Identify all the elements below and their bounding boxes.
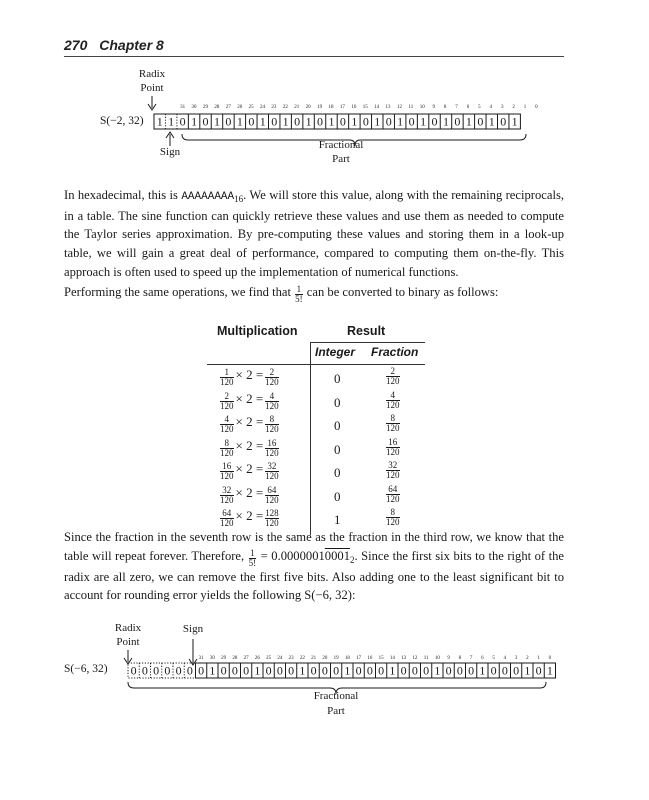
bit-value: 0 — [456, 663, 463, 678]
product-num: 8 — [269, 414, 275, 424]
bit-index: 17 — [356, 656, 362, 661]
dotted-frame — [128, 663, 196, 678]
p1-lead: In hexadecimal, this is — [64, 188, 182, 202]
fraction-den: 120 — [386, 493, 400, 504]
multiplication-cell — [219, 414, 280, 434]
p2-rest: can be converted to binary as follows: — [303, 285, 499, 299]
product — [265, 392, 279, 411]
product-num: 128 — [265, 508, 279, 518]
multiplication-cell — [219, 391, 280, 411]
sign-arrow — [166, 132, 174, 146]
fraction-num: 8 — [390, 507, 395, 517]
bit-index: 0 — [535, 105, 538, 110]
product-num: 16 — [267, 437, 277, 448]
bit-value: 1 — [282, 114, 289, 129]
format-label: S(−6, 32) — [64, 663, 108, 675]
operand-den: 120 — [220, 518, 234, 528]
p3-frac-num: 1 — [250, 547, 255, 558]
table-row — [207, 414, 425, 438]
fraction — [386, 461, 400, 480]
bit-index: 18 — [328, 105, 334, 110]
bit-index: 25 — [248, 105, 254, 110]
operand-num: 32 — [222, 484, 232, 495]
integer-cell: 0 — [334, 394, 341, 410]
fractional-label-line2: Part — [332, 153, 350, 165]
bit-index: 8 — [443, 105, 447, 110]
operand — [220, 486, 234, 505]
operand-den: 120 — [220, 400, 234, 411]
bit-value: 0 — [408, 114, 415, 129]
product-num: 32 — [267, 461, 277, 471]
bit-index: 9 — [432, 105, 435, 110]
operand — [220, 462, 234, 481]
p3-part1: Since the fraction in the seventh row is the same as the fraction in the third row, we know that the table will repeat forever. Therefore, — [64, 530, 564, 563]
product-den: 120 — [265, 447, 279, 458]
bit-value: 0 — [355, 663, 362, 678]
bit-value: 1 — [546, 663, 553, 678]
bit-index: 13 — [385, 105, 391, 110]
bit-index: 28 — [232, 656, 238, 661]
bit-value: 0 — [175, 663, 182, 678]
fraction — [386, 508, 400, 527]
bit-index: 22 — [282, 105, 288, 110]
multiplication-cell — [219, 461, 280, 481]
bit-value: 0 — [333, 663, 340, 678]
fraction-den: 120 — [386, 423, 400, 433]
bit-value: 1 — [236, 114, 243, 129]
bit-index: 29 — [221, 656, 227, 661]
bit-value: 1 — [213, 114, 220, 129]
bit-value: 0 — [198, 663, 205, 678]
integer-cell: 0 — [334, 488, 341, 504]
bit-value: 0 — [220, 663, 227, 678]
p2-frac-num: 1 — [296, 284, 302, 294]
bit-index: 3 — [500, 105, 504, 110]
bit-value: 0 — [202, 114, 209, 129]
bit-value: 0 — [243, 663, 250, 678]
times-two: × 2 = — [235, 461, 264, 476]
fraction-cell — [385, 438, 401, 457]
bit-value: 1 — [299, 663, 306, 678]
bit-index: 2 — [512, 105, 515, 110]
bit-value: 0 — [288, 663, 295, 678]
bit-index: 9 — [447, 656, 450, 661]
operand-num: 64 — [222, 508, 232, 518]
product-den: 120 — [265, 377, 279, 387]
bit-value: 0 — [179, 114, 186, 129]
product-num: 2 — [269, 367, 275, 377]
fraction-den: 120 — [386, 470, 400, 480]
operand-den: 120 — [220, 424, 234, 434]
product-den: 120 — [265, 471, 279, 481]
operand-den: 120 — [220, 471, 234, 481]
fraction-den: 120 — [386, 399, 400, 410]
bit-index: 11 — [423, 656, 429, 661]
bit-value: 1 — [168, 114, 175, 129]
bit-index: 16 — [367, 656, 373, 661]
operand-den: 120 — [220, 494, 234, 505]
bit-index: 14 — [374, 105, 380, 110]
bit-value: 1 — [434, 663, 441, 678]
bit-value: 0 — [231, 663, 238, 678]
bit-index: 22 — [299, 656, 305, 661]
times-two: × 2 = — [235, 484, 264, 500]
bit-cells — [154, 114, 520, 129]
p2-fraction — [295, 285, 303, 304]
bit-value: 0 — [468, 663, 475, 678]
bit-value: 0 — [276, 663, 283, 678]
operand — [220, 392, 234, 411]
bit-index: 26 — [237, 105, 243, 110]
table-result-rule — [310, 342, 425, 343]
fraction — [386, 414, 400, 433]
fraction-num: 64 — [388, 483, 398, 494]
radix-label-line2: Point — [140, 82, 164, 94]
bit-index: 10 — [434, 656, 440, 661]
bit-index: 26 — [254, 656, 260, 661]
product-den: 120 — [265, 424, 279, 434]
product-num: 4 — [269, 390, 275, 401]
fractional-label-line1: Fractional — [318, 139, 364, 151]
integer-cell: 0 — [334, 441, 341, 457]
bit-value: 0 — [490, 663, 497, 678]
bit-index: 27 — [243, 656, 249, 661]
bit-index: 24 — [277, 656, 283, 661]
bit-value: 1 — [524, 663, 531, 678]
bit-index: 10 — [419, 105, 425, 110]
paragraph-since — [64, 528, 564, 605]
radix-label-line1: Radix — [138, 68, 166, 80]
fraction-cell — [385, 461, 401, 480]
product — [265, 462, 279, 481]
fraction-den: 120 — [386, 446, 400, 457]
bit-value: 1 — [254, 663, 261, 678]
fractional-label-line2: Part — [327, 705, 345, 717]
bit-value: 0 — [248, 114, 255, 129]
bit-index: 31 — [198, 656, 204, 661]
bit-index: 21 — [294, 105, 300, 110]
bit-value: 0 — [477, 114, 484, 129]
fraction — [386, 485, 400, 504]
table-row — [207, 391, 425, 415]
table-row — [207, 438, 425, 462]
bit-index: 24 — [260, 105, 266, 110]
bit-value: 1 — [328, 114, 335, 129]
fraction-den: 120 — [386, 376, 400, 386]
bit-value: 1 — [209, 663, 216, 678]
fraction — [386, 367, 400, 386]
bit-value: 0 — [366, 663, 373, 678]
operand-num: 8 — [224, 437, 229, 448]
fraction-den: 120 — [386, 517, 400, 527]
radix-arrow — [148, 96, 156, 110]
figure-s-2-32 — [0, 60, 649, 180]
multiplication-cell — [219, 485, 280, 505]
bit-value: 0 — [186, 663, 193, 678]
times-two: × 2 = — [235, 390, 264, 406]
times-two: × 2 = — [235, 414, 264, 429]
operand-num: 2 — [224, 390, 229, 401]
bit-index: 29 — [202, 105, 208, 110]
bit-index: 15 — [378, 656, 384, 661]
bit-index: 11 — [408, 105, 414, 110]
product-num: 64 — [267, 484, 277, 495]
p3-fraction — [249, 549, 257, 568]
bit-index-row — [199, 656, 552, 661]
bit-index: 19 — [317, 105, 323, 110]
integer-cell: 1 — [334, 512, 341, 527]
fraction-cell — [385, 367, 401, 386]
bit-index-row — [180, 105, 538, 110]
bit-index: 4 — [503, 656, 507, 661]
table-header-row — [207, 322, 425, 342]
table-row — [207, 485, 425, 509]
bit-value: 1 — [420, 114, 427, 129]
fraction-num: 32 — [388, 460, 398, 470]
table-subheader-row — [207, 342, 425, 364]
bit-value: 1 — [389, 663, 396, 678]
bit-index: 12 — [396, 105, 402, 110]
radix-arrow — [124, 650, 132, 664]
bit-index: 5 — [492, 656, 495, 661]
bit-value: 1 — [191, 114, 198, 129]
format-label: S(−2, 32) — [100, 115, 144, 127]
bit-value: 0 — [362, 114, 369, 129]
operand — [220, 439, 234, 458]
bit-value: 0 — [423, 663, 430, 678]
fraction — [386, 438, 400, 457]
bit-index: 8 — [458, 656, 462, 661]
bit-value: 0 — [141, 663, 148, 678]
table-body — [207, 364, 425, 532]
bit-index: 3 — [514, 656, 518, 661]
header-rule — [64, 56, 564, 57]
p2-frac-den: 5! — [295, 294, 303, 304]
bit-index: 27 — [225, 105, 231, 110]
bit-index: 15 — [362, 105, 368, 110]
bit-index: 13 — [401, 656, 407, 661]
radix-label-line2: Point — [116, 636, 140, 648]
bit-index: 7 — [455, 105, 458, 110]
bit-index: 0 — [548, 656, 552, 661]
bit-value: 0 — [411, 663, 418, 678]
operand-num: 4 — [224, 414, 229, 424]
bit-value: 1 — [305, 114, 312, 129]
fraction-num: 4 — [390, 389, 395, 400]
p3-eq-sub: 2 — [349, 554, 355, 565]
bit-value: 0 — [164, 663, 171, 678]
bit-value: 0 — [385, 114, 392, 129]
header-fraction: Fraction — [371, 345, 419, 359]
header-result: Result — [347, 324, 386, 338]
bit-value: 0 — [535, 663, 542, 678]
product — [265, 415, 279, 434]
fraction-num: 2 — [390, 366, 395, 376]
bit-value: 1 — [511, 114, 518, 129]
bit-index: 5 — [478, 105, 481, 110]
bit-index: 20 — [322, 656, 328, 661]
p3-eq: = 0.0000001 — [257, 548, 325, 563]
p3-frac-den: 5! — [248, 557, 257, 568]
bit-index: 12 — [412, 656, 418, 661]
p2-lead: Performing the same operations, we find that — [64, 285, 295, 299]
header-integer: Integer — [315, 345, 356, 359]
bit-value: 0 — [310, 663, 317, 678]
p3-eq-repeat: 0001 — [324, 548, 350, 563]
fraction-cell — [385, 508, 401, 527]
chapter-title: Chapter 8 — [99, 37, 164, 53]
bit-index: 19 — [333, 656, 339, 661]
bit-index: 31 — [180, 105, 186, 110]
fraction-num: 8 — [390, 413, 395, 423]
bit-index: 4 — [489, 105, 493, 110]
bit-value: 0 — [317, 114, 324, 129]
bit-value: 1 — [488, 114, 495, 129]
paragraph-performing — [64, 283, 564, 304]
paragraph-hex — [64, 186, 564, 282]
product-den: 120 — [265, 518, 279, 528]
operand-num: 1 — [224, 367, 229, 377]
page-number: 270 — [64, 37, 88, 53]
multiplication-cell — [219, 508, 280, 528]
header-multiplication: Multiplication — [217, 324, 298, 338]
bit-value: 0 — [271, 114, 278, 129]
bit-index: 21 — [311, 656, 317, 661]
bit-value: 0 — [339, 114, 346, 129]
operand-num: 16 — [222, 461, 232, 471]
radix-label-line1: Radix — [114, 622, 142, 634]
sign-label: Sign — [182, 623, 204, 635]
bit-value: 0 — [454, 114, 461, 129]
bit-value: 0 — [445, 663, 452, 678]
bit-index: 23 — [271, 105, 277, 110]
bit-index: 30 — [209, 656, 215, 661]
bit-cells — [128, 663, 556, 678]
bit-value: 0 — [294, 114, 301, 129]
p1-hex-sub: 16 — [234, 194, 244, 204]
bit-value: 1 — [479, 663, 486, 678]
operand — [220, 368, 234, 387]
bit-value: 0 — [225, 114, 232, 129]
bit-value: 0 — [153, 663, 160, 678]
bit-index: 2 — [526, 656, 529, 661]
table-row — [207, 367, 425, 391]
operand-den: 120 — [220, 377, 234, 387]
bit-value: 1 — [397, 114, 404, 129]
bit-value: 0 — [513, 663, 520, 678]
fraction-cell — [385, 414, 401, 433]
fraction-num: 16 — [388, 436, 398, 447]
p1-hex: AAAAAAAA — [181, 191, 235, 203]
integer-cell: 0 — [334, 418, 341, 433]
operand — [220, 509, 234, 528]
fraction-cell — [385, 391, 401, 410]
product — [265, 509, 279, 528]
bit-value: 0 — [500, 114, 507, 129]
product-den: 120 — [265, 494, 279, 505]
p1-rest: . We will store this value, along with the remaining reciprocals, in a table. The sine function can quickly retrieve these values and use them as needed to compute the Taylor series approximation. By pre-computing these values and storing them in a look-up table, we will gain a great deal of performance, compared to computing them on-the-fly. This approach is often used to speed up the implementation of numerical functions. — [64, 188, 564, 279]
bit-value: 1 — [156, 114, 163, 129]
bit-value: 0 — [400, 663, 407, 678]
bit-value: 0 — [321, 663, 328, 678]
conversion-table — [207, 322, 425, 532]
operand-den: 120 — [220, 447, 234, 458]
bit-index: 30 — [191, 105, 197, 110]
bit-value: 0 — [378, 663, 385, 678]
bit-value: 0 — [130, 663, 137, 678]
fraction-cell — [385, 485, 401, 504]
bit-index: 18 — [344, 656, 350, 661]
bit-index: 20 — [305, 105, 311, 110]
times-two: × 2 = — [235, 367, 264, 382]
bit-value: 1 — [442, 114, 449, 129]
bit-index: 1 — [523, 105, 527, 110]
table-row — [207, 461, 425, 485]
fraction — [386, 391, 400, 410]
bit-value: 1 — [374, 114, 381, 129]
integer-cell: 0 — [334, 371, 341, 386]
bit-index: 1 — [537, 656, 540, 661]
multiplication-cell — [219, 438, 280, 458]
bit-index: 23 — [288, 656, 294, 661]
p3-part2: . Since the first six bits to the right of the radix are all zero, we can remove the first five bits. Also adding one to the least significant bit to account for rounding error yields the following S(−6, 32): — [64, 548, 564, 603]
bit-index: 17 — [339, 105, 345, 110]
product — [265, 486, 279, 505]
multiplication-cell — [219, 367, 280, 387]
product — [265, 439, 279, 458]
product — [265, 368, 279, 387]
bit-value: 1 — [259, 114, 266, 129]
bit-value: 0 — [501, 663, 508, 678]
bit-index: 16 — [351, 105, 357, 110]
sign-arrow — [189, 639, 197, 665]
table-header-rule — [207, 364, 425, 365]
bit-value: 1 — [465, 114, 472, 129]
product-den: 120 — [265, 400, 279, 411]
sign-label: Sign — [159, 146, 181, 158]
bit-index: 6 — [466, 105, 470, 110]
bit-index: 7 — [469, 656, 473, 661]
bit-value: 1 — [351, 114, 358, 129]
integer-cell: 0 — [334, 465, 341, 480]
bit-value: 0 — [265, 663, 272, 678]
running-header — [64, 37, 164, 53]
bit-index: 14 — [389, 656, 395, 661]
bit-index: 25 — [266, 656, 272, 661]
times-two: × 2 = — [235, 508, 264, 523]
bit-value: 0 — [431, 114, 438, 129]
fractional-label-line1: Fractional — [313, 690, 359, 702]
bit-index: 6 — [481, 656, 484, 661]
figure-s-6-32 — [0, 615, 649, 745]
bit-index: 28 — [214, 105, 220, 110]
times-two: × 2 = — [235, 437, 264, 453]
operand — [220, 415, 234, 434]
bit-value: 1 — [344, 663, 351, 678]
